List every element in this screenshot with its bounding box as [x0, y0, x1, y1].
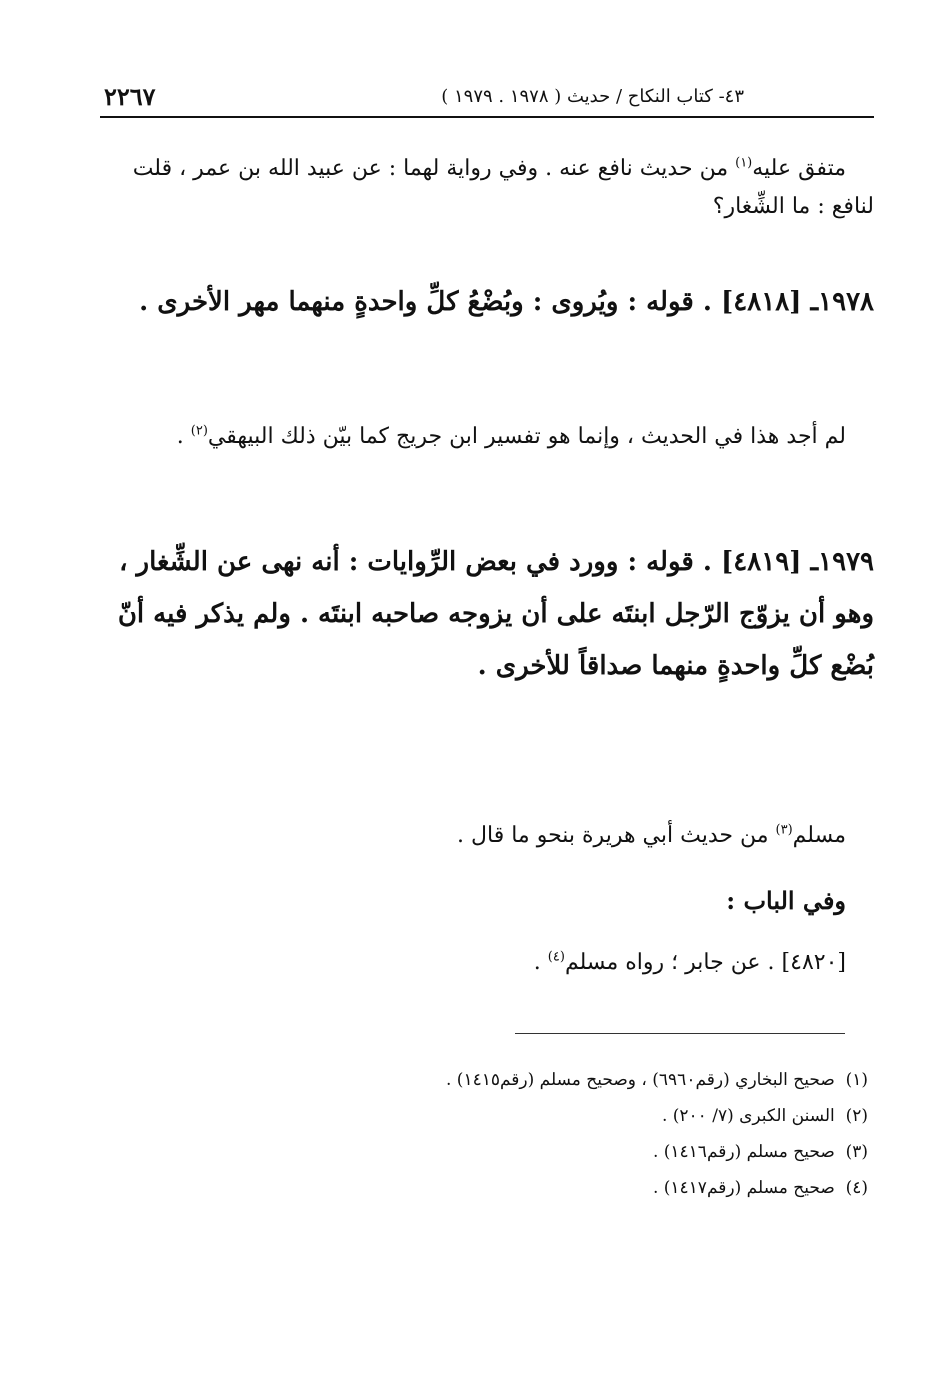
footnote-ref: (٤) — [547, 949, 565, 965]
paragraph-jabir — [100, 944, 874, 982]
footnote-number: (٤) — [845, 1178, 868, 1198]
footnote-text: صحيح مسلم (رقم١٤١٦) . — [652, 1142, 835, 1162]
footnote-text: السنن الكبرى (٧/ ٢٠٠) . — [661, 1106, 835, 1126]
footnote-number: (٢) — [845, 1106, 868, 1126]
page-header — [100, 78, 874, 118]
section-label-text: وفي الباب : — [726, 886, 846, 915]
footnote-ref: (٢) — [190, 423, 208, 439]
footnote-item — [100, 1062, 868, 1098]
paragraph-ibn-jurayj — [100, 418, 874, 456]
paragraph-text: لم أجد هذا في الحديث ، وإنما هو تفسير ابن جريج كما بيّن ذلك البيهقي — [207, 424, 846, 449]
running-title: ٤٣- كتاب النكاح / حديث ( ١٩٧٨ . ١٩٧٩ ) — [441, 86, 744, 107]
paragraph-text: . — [533, 950, 548, 975]
paragraph-text: . — [176, 424, 191, 449]
footnote-number: (١) — [845, 1070, 868, 1090]
footnote-text: صحيح مسلم (رقم١٤١٧) . — [652, 1178, 835, 1198]
page-number: ٢٢٦٧ — [104, 82, 156, 111]
header-rule — [100, 116, 874, 118]
hadith-1979: ١٩٧٩ـ [٤٨١٩] . قوله : وورد في بعض الرِّوايات : أنه نهى عن الشِّغار ، وهو أن يزوّج الرّجل ابنتَه على أن يزوجه صاحبه ابنتَه . ولم يذكر فيه أنّ بُضْع كلِّ واحدةٍ منهما صداقاً للأخرى . — [117, 547, 874, 681]
paragraph-text: [٤٨٢٠] . عن جابر ؛ رواه مسلم — [564, 950, 846, 975]
section-label — [100, 882, 874, 920]
footnote-item — [100, 1098, 868, 1134]
hadith-1978: ١٩٧٨ـ [٤٨١٨] . قوله : ويُروى : وبُضْعُ كلِّ واحدةٍ منهما مهر الأخرى . — [139, 287, 874, 317]
paragraph-muttafaq — [100, 150, 874, 226]
paragraph-text: من حديث أبي هريرة بنحو ما قال . — [457, 823, 776, 848]
paragraph-muslim — [100, 817, 874, 855]
footnote-item — [100, 1170, 868, 1206]
footnote-number: (٣) — [845, 1142, 868, 1162]
footnote-rule — [515, 1033, 845, 1034]
footnote-item — [100, 1134, 868, 1170]
footnotes — [100, 1062, 868, 1206]
paragraph-text: متفق عليه — [752, 156, 846, 181]
footnote-ref: (١) — [735, 155, 753, 171]
paragraph-text: مسلم — [792, 823, 846, 848]
paragraph-text: من حديث نافع عنه . وفي رواية لهما : عن عبيد الله بن عمر ، قلت لنافع : ما الشِّغار؟ — [132, 156, 874, 219]
footnote-ref: (٣) — [775, 822, 793, 838]
footnote-text: صحيح البخاري (رقم٦٩٦٠) ، وصحيح مسلم (رقم١٤١٥) . — [445, 1070, 835, 1090]
